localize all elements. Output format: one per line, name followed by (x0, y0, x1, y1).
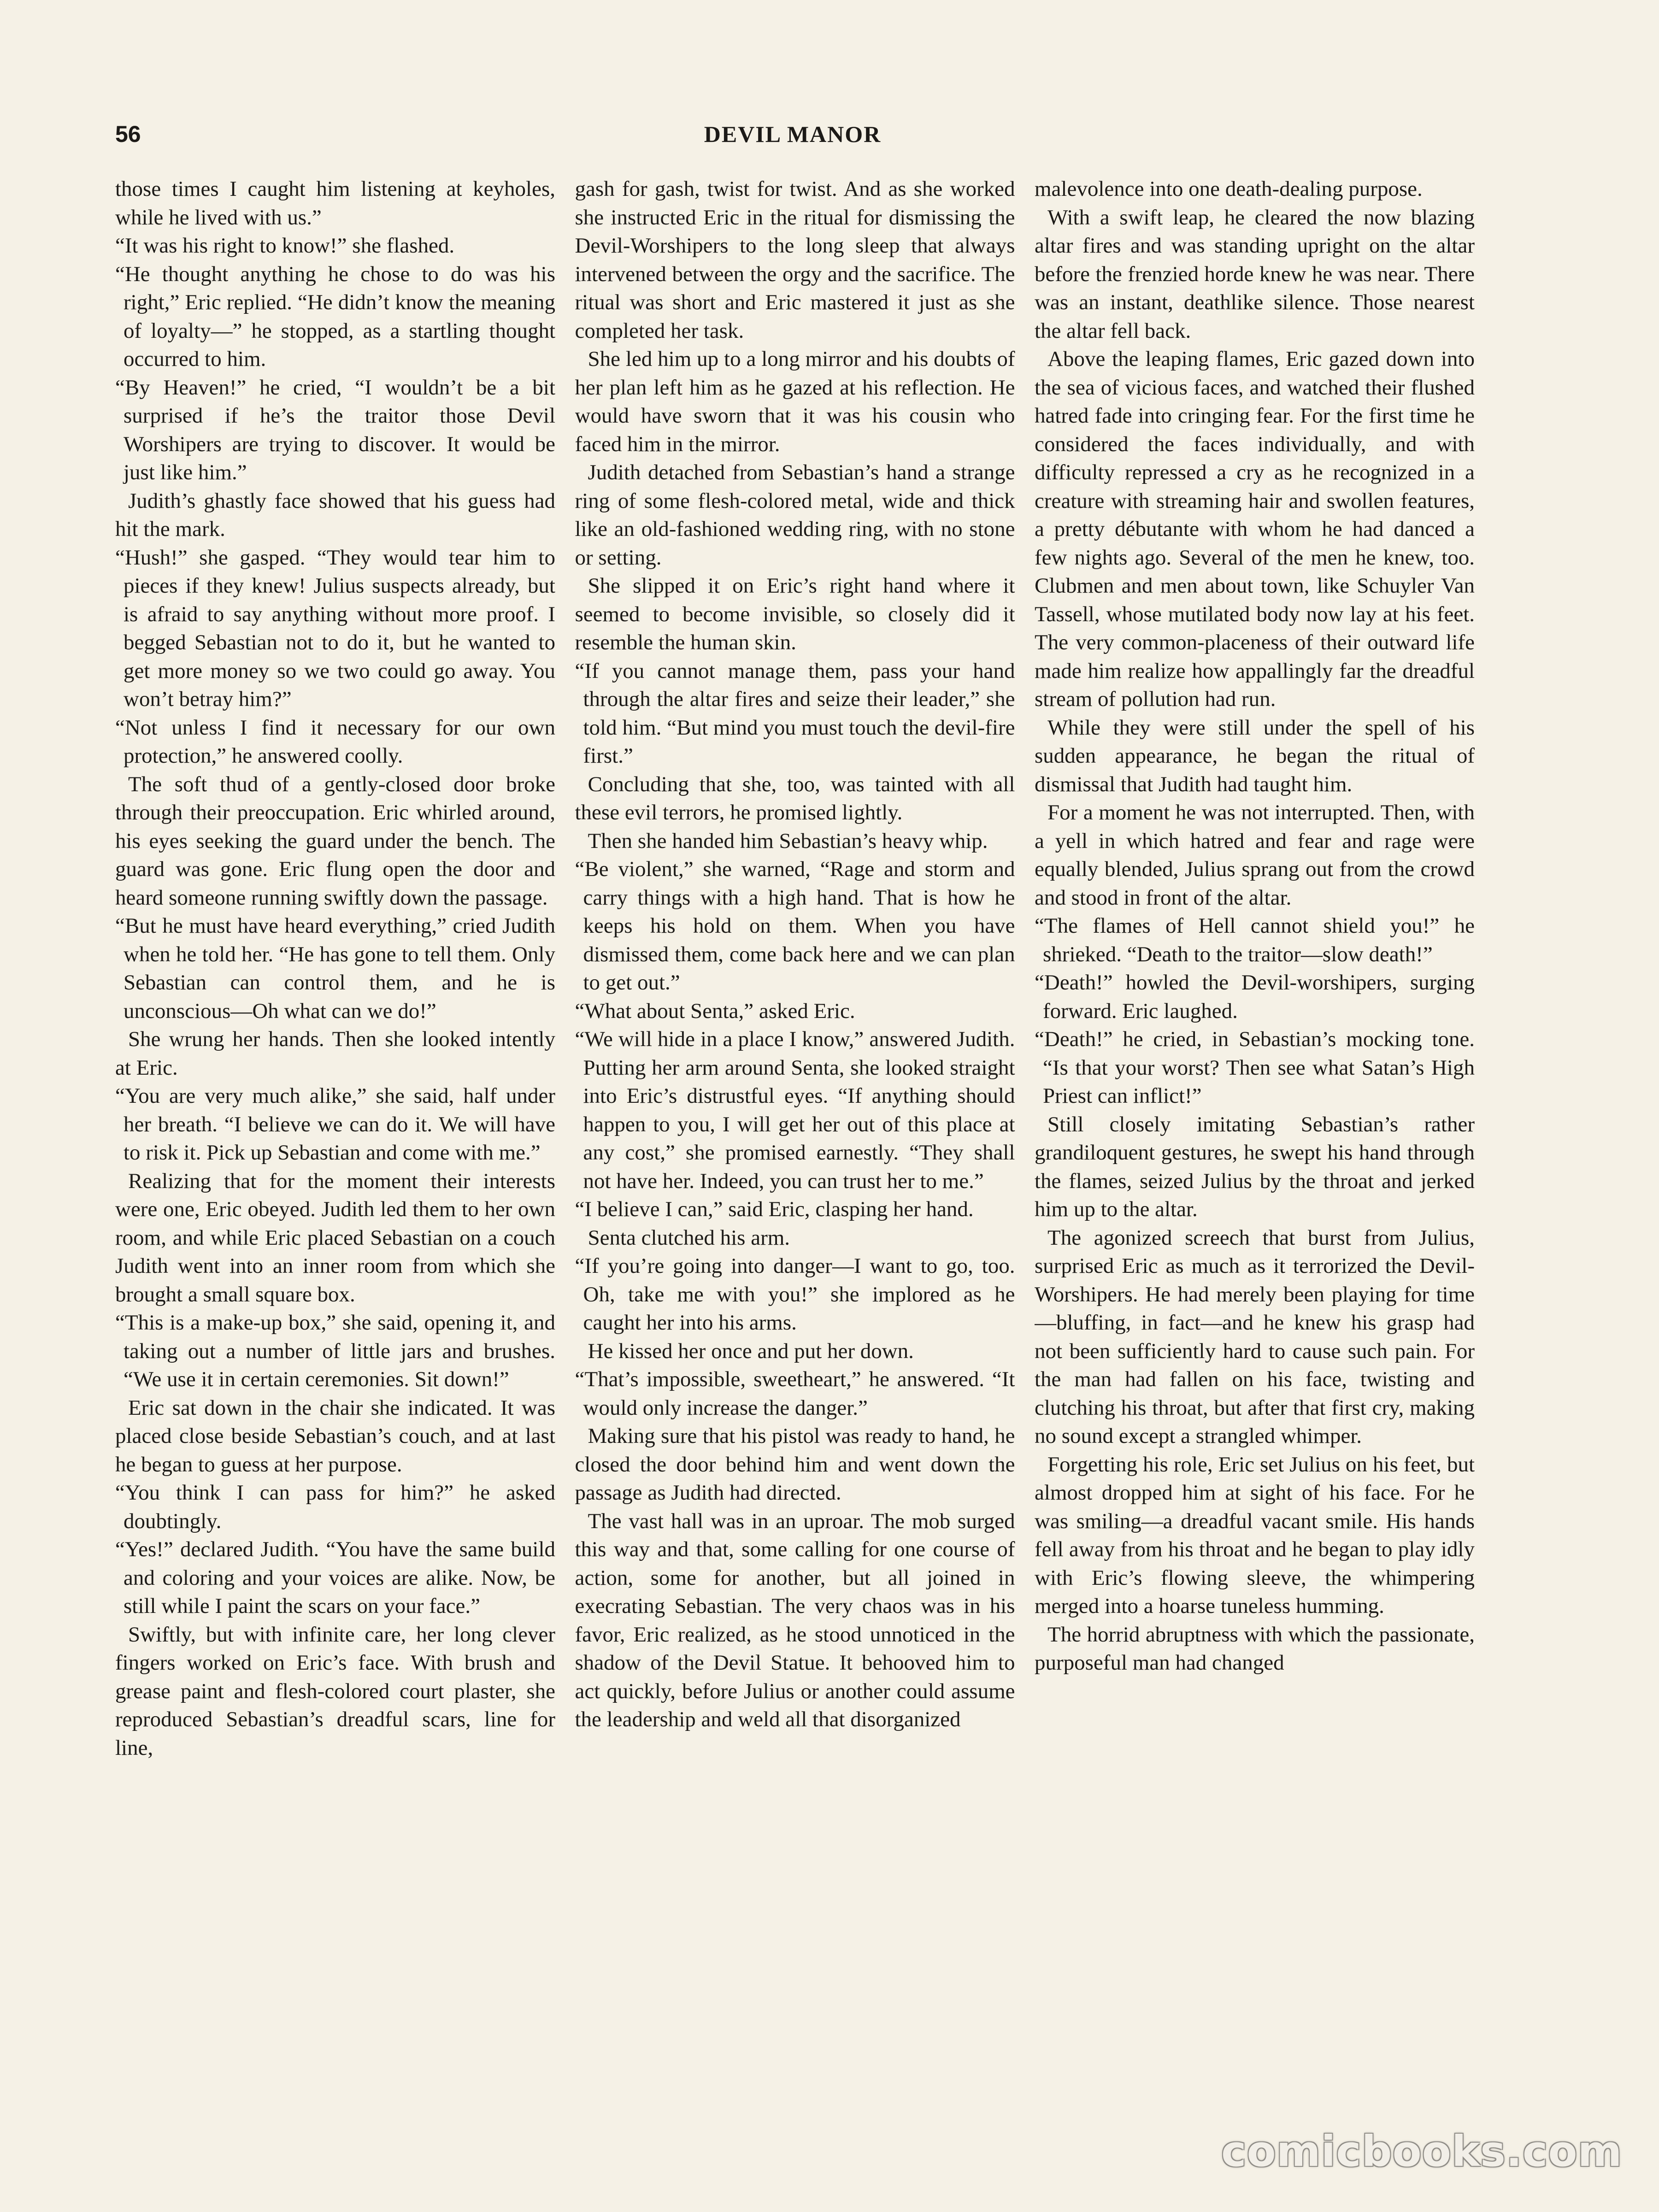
paragraph: With a swift leap, he cleared the now blazing altar fires and was standing upright on the altar before the frenzied horde knew he was near. There was an instant, deathlike silence. Those nearest the altar fell back. (1035, 205, 1475, 343)
paragraph: Still closely imitating Sebastian’s rather grandiloquent gestures, he swept his hand through the flames, seized Julius by the throat and jerked him up to the altar. (1035, 1112, 1475, 1221)
paragraph: Senta clutched his arm. (588, 1225, 790, 1250)
paragraph: “The flames of Hell cannot shield you!” he shrieked. “Death to the traitor—slow death!” (1035, 914, 1475, 966)
paragraph: “But he must have heard everything,” cried Judith when he told her. “He has gone to tell them. Only Sebastian can control them, and he is unconscious—Oh what can we do!” (115, 914, 555, 1023)
paragraph: Realizing that for the moment their interests were one, Eric obeyed. Judith led them to her own room, and while Eric placed Sebastian on a couch Judith went into an inner room from which she brought a small square box. (115, 1169, 555, 1306)
paragraph: “Hush!” she gasped. “They would tear him to pieces if they knew! Julius suspects already, but is afraid to say anything without more proof. I begged Sebastian not to do it, but he wanted to get more money so we two could go away. You won’t betray him?” (115, 545, 555, 711)
paragraph: Above the leaping flames, Eric gazed down into the sea of vicious faces, and watched their flushed hatred fade into cringing fear. For the first time he considered the faces individually, and with difficulty repressed a cry as he recognized in a creature with streaming hair and swollen features, a pretty débutante with whom he had danced a few nights ago. Several of the men he knew, too. Clubmen and men about town, like Schuyler Van Tassell, whose mutilated body now lay at his feet. The very common-placeness of their outward life made him realize how appallingly far the dreadful stream of pollution had run. (1035, 347, 1475, 711)
paragraph: Swiftly, but with infinite care, her long clever fingers worked on Eric’s face. With brush and grease paint and flesh-colored court plaster, she reproduced Sebastian’s dreadful scars, line for line, (115, 1622, 555, 1760)
paragraph: The horrid abruptness with which the passionate, purposeful man had changed (1035, 1622, 1475, 1675)
paragraph: Judith’s ghastly face showed that his guess had hit the mark. (115, 488, 555, 541)
paragraph: “That’s impossible, sweetheart,” he answered. “It would only increase the danger.” (575, 1367, 1015, 1420)
page-header (115, 121, 1470, 158)
paragraph: those times I caught him listening at keyholes, while he lived with us.” (115, 177, 555, 229)
paragraph: While they were still under the spell of his sudden appearance, he began the ritual of dismissal that Judith had taught him. (1035, 715, 1475, 796)
paragraph: “Death!” he cried, in Sebastian’s mocking tone. “Is that your worst? Then see what Satan’s High Priest can inflict!” (1035, 1027, 1475, 1108)
paragraph: gash for gash, twist for twist. And as she worked she instructed Eric in the ritual for dismissing the Devil-Worshipers to the long sleep that always intervened between the orgy and the sacrifice. The ritual was short and Eric mastered it just as she completed her task. (575, 177, 1015, 343)
paragraph: The vast hall was in an uproar. The mob surged this way and that, some calling for one course of action, some for another, but all joined in execrating Sebastian. The very chaos was in his favor, Eric realized, as he stood unnoticed in the shadow of the Devil Statue. It behooved him to act quickly, before Julius or another could assume the leadership and weld all that disorganized (575, 1509, 1015, 1731)
paragraph: “What about Senta,” asked Eric. (575, 999, 855, 1023)
paragraph: “Death!” howled the Devil-worshipers, surging forward. Eric laughed. (1035, 971, 1475, 1023)
paragraph: “Be violent,” she warned, “Rage and storm and carry things with a high hand. That is how he keeps his hold on them. When you have dismissed them, come back here and we can plan to get out.” (575, 857, 1015, 994)
paragraph: “It was his right to know!” she flashed. (115, 234, 455, 258)
paragraph: “This is a make-up box,” she said, opening it, and taking out a number of little jars and brushes. “We use it in certain ceremonies. Sit down!” (115, 1311, 555, 1391)
text-column-2 (575, 175, 1015, 2088)
text-column-3 (1035, 175, 1475, 2088)
text-column-1 (115, 175, 555, 2088)
paragraph: For a moment he was not interrupted. Then, with a yell in which hatred and fear and rage were equally blended, Julius sprang out from the crowd and stood in front of the altar. (1035, 800, 1475, 910)
page-number: 56 (115, 121, 141, 147)
paragraph: Forgetting his role, Eric set Julius on his feet, but almost dropped him at sight of his face. For he was smiling—a dreadful vacant smile. His hands fell away from his throat and he began to play idly with Eric’s flowing sleeve, the whimpering merged into a hoarse tuneless humming. (1035, 1452, 1475, 1618)
paragraph: “I believe I can,” said Eric, clasping her hand. (575, 1197, 974, 1221)
paragraph: “Yes!” declared Judith. “You have the same build and coloring and your voices are alike. Now, be still while I paint the scars on your face.” (115, 1537, 555, 1618)
paragraph: “You think I can pass for him?” he asked doubtingly. (115, 1481, 555, 1533)
paragraph: Making sure that his pistol was ready to hand, he closed the door behind him and went down the passage as Judith had directed. (575, 1424, 1015, 1505)
paragraph: malevolence into one death-dealing purpose. (1035, 177, 1423, 201)
watermark: comicbooks.com (1221, 2127, 1623, 2176)
paragraph: The soft thud of a gently-closed door broke through their preoccupation. Eric whirled around, his eyes seeking the guard under the bench. The guard was gone. Eric flung open the door and heard someone running swiftly down the passage. (115, 772, 555, 910)
paragraph: Concluding that she, too, was tainted with all these evil terrors, he promised lightly. (575, 772, 1015, 824)
paragraph: He kissed her once and put her down. (588, 1339, 914, 1363)
paragraph: “You are very much alike,” she said, half under her breath. “I believe we can do it. We will have to risk it. Pick up Sebastian and come with me.” (115, 1084, 555, 1165)
paragraph: She slipped it on Eric’s right hand where it seemed to become invisible, so closely did it resemble the human skin. (575, 574, 1015, 654)
paragraph: “He thought anything he chose to do was his right,” Eric replied. “He didn’t know the meaning of loyalty—” he stopped, as a startling thought occurred to him. (115, 262, 555, 371)
paragraph: “We will hide in a place I know,” answered Judith. Putting her arm around Senta, she looked straight into Eric’s distrustful eyes. “If anything should happen to you, I will get her out of this place at any cost,” she promised earnestly. “They shall not have her. Indeed, you can trust her to me.” (575, 1027, 1015, 1193)
paragraph: Judith detached from Sebastian’s hand a strange ring of some flesh-colored metal, wide and thick like an old-fashioned wedding ring, with no stone or setting. (575, 460, 1015, 570)
paragraph: The agonized screech that burst from Julius, surprised Eric as much as it terrorized the Devil-Worshipers. He had merely been playing for time—bluffing, in fact—and he knew his grasp had not been sufficiently hard to cause such pain. For the man had fallen on his face, twisting and clutching his throat, but after that first cry, making no sound except a strangled whimper. (1035, 1225, 1475, 1448)
text-columns (115, 175, 1475, 2088)
paragraph: “Not unless I find it necessary for our own protection,” he answered coolly. (115, 715, 555, 768)
paragraph: “If you’re going into danger—I want to go, too. Oh, take me with you!” she implored as he caught her into his arms. (575, 1254, 1015, 1335)
paragraph: Eric sat down in the chair she indicated. It was placed close beside Sebastian’s couch, and at last he began to guess at her purpose. (115, 1395, 555, 1477)
running-head-title: DEVIL MANOR (704, 121, 882, 147)
paragraph: She led him up to a long mirror and his doubts of her plan left him as he gazed at his reflection. He would have sworn that it was his cousin who faced him in the mirror. (575, 347, 1015, 456)
paragraph: “If you cannot manage them, pass your hand through the altar fires and seize their leader,” she told him. “But mind you must touch the devil-fire first.” (575, 659, 1015, 768)
paragraph: “By Heaven!” he cried, “I wouldn’t be a bit surprised if he’s the traitor those Devil Worshipers are trying to discover. It would be just like him.” (115, 375, 555, 484)
paragraph: Then she handed him Sebastian’s heavy whip. (588, 829, 988, 853)
paragraph: She wrung her hands. Then she looked intently at Eric. (115, 1027, 555, 1080)
